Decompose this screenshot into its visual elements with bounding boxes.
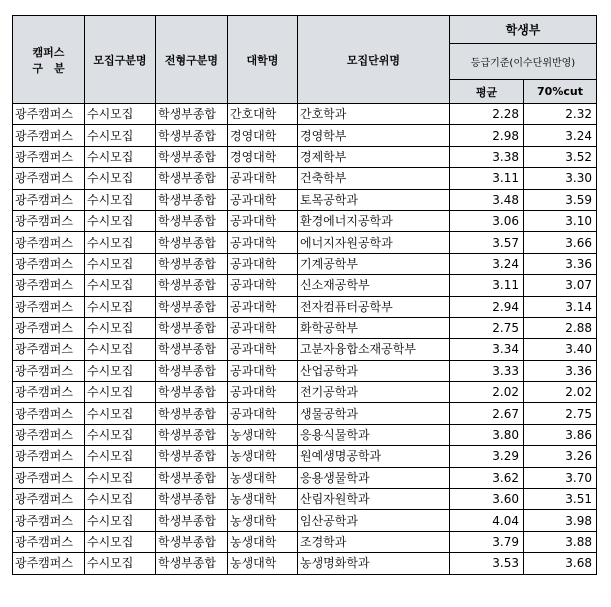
cell-cut70: 2.02 [524, 382, 597, 403]
table-row [13, 531, 597, 552]
cell-admission-type: 학생부종합 [156, 296, 228, 317]
cell-cut70: 3.59 [524, 189, 597, 210]
cell-avg: 3.80 [450, 424, 524, 445]
cell-campus: 광주캠퍼스 [13, 339, 85, 360]
cell-campus: 광주캠퍼스 [13, 489, 85, 510]
cell-cut70: 3.10 [524, 210, 597, 231]
cell-unit: 기계공학부 [298, 253, 450, 274]
cell-unit: 경제학부 [298, 146, 450, 167]
header-campus [13, 16, 85, 104]
cell-campus: 광주캠퍼스 [13, 253, 85, 274]
cell-recruit-type: 수시모집 [85, 489, 156, 510]
cell-avg: 2.28 [450, 104, 524, 125]
cell-cut70: 2.88 [524, 317, 597, 338]
cell-recruit-type: 수시모집 [85, 317, 156, 338]
table-row [13, 403, 597, 424]
cell-avg: 2.02 [450, 382, 524, 403]
table-row [13, 446, 597, 467]
cell-admission-type: 학생부종합 [156, 489, 228, 510]
header-college: 대학명 [228, 16, 298, 104]
cell-college: 농생대학 [228, 510, 298, 531]
cell-college: 간호대학 [228, 104, 298, 125]
cell-admission-type: 학생부종합 [156, 510, 228, 531]
cell-college: 농생대학 [228, 446, 298, 467]
cell-avg: 2.98 [450, 125, 524, 146]
cell-college: 공과대학 [228, 296, 298, 317]
table-row [13, 510, 597, 531]
table-body [13, 104, 597, 575]
header-campus-line1: 캠퍼스 [32, 45, 65, 59]
table-row [13, 339, 597, 360]
cell-unit: 원예생명공학과 [298, 446, 450, 467]
table-row [13, 275, 597, 296]
cell-campus: 광주캠퍼스 [13, 104, 85, 125]
table-row [13, 253, 597, 274]
cell-unit: 응용식물학과 [298, 424, 450, 445]
cell-avg: 3.38 [450, 146, 524, 167]
cell-recruit-type: 수시모집 [85, 125, 156, 146]
cell-unit: 화학공학부 [298, 317, 450, 338]
cell-campus: 광주캠퍼스 [13, 553, 85, 574]
cell-cut70: 3.52 [524, 146, 597, 167]
cell-avg: 3.53 [450, 553, 524, 574]
cell-avg: 3.62 [450, 467, 524, 488]
cell-unit: 생물공학과 [298, 403, 450, 424]
cell-recruit-type: 수시모집 [85, 168, 156, 189]
cell-unit: 조경학과 [298, 531, 450, 552]
cell-campus: 광주캠퍼스 [13, 296, 85, 317]
cell-unit: 농생명화학과 [298, 553, 450, 574]
header-cut70: 70%cut [524, 80, 597, 104]
cell-avg: 3.11 [450, 275, 524, 296]
header-grade-basis: 등급기준(이수단위반영) [450, 44, 597, 80]
table-row [13, 382, 597, 403]
cell-campus: 광주캠퍼스 [13, 424, 85, 445]
cell-college: 농생대학 [228, 467, 298, 488]
cell-campus: 광주캠퍼스 [13, 317, 85, 338]
cell-cut70: 3.98 [524, 510, 597, 531]
cell-recruit-type: 수시모집 [85, 424, 156, 445]
cell-admission-type: 학생부종합 [156, 360, 228, 381]
cell-cut70: 3.36 [524, 360, 597, 381]
cell-campus: 광주캠퍼스 [13, 382, 85, 403]
admissions-grade-table [12, 15, 597, 575]
table-row [13, 125, 597, 146]
cell-campus: 광주캠퍼스 [13, 531, 85, 552]
table-row [13, 296, 597, 317]
table-row [13, 189, 597, 210]
cell-campus: 광주캠퍼스 [13, 210, 85, 231]
cell-college: 공과대학 [228, 403, 298, 424]
cell-cut70: 3.07 [524, 275, 597, 296]
cell-college: 공과대학 [228, 339, 298, 360]
cell-recruit-type: 수시모집 [85, 275, 156, 296]
header-grade-group: 학생부 [450, 16, 597, 44]
cell-admission-type: 학생부종합 [156, 403, 228, 424]
cell-recruit-type: 수시모집 [85, 467, 156, 488]
table-row [13, 210, 597, 231]
cell-avg: 2.75 [450, 317, 524, 338]
cell-campus: 광주캠퍼스 [13, 189, 85, 210]
cell-college: 공과대학 [228, 275, 298, 296]
cell-cut70: 3.14 [524, 296, 597, 317]
cell-recruit-type: 수시모집 [85, 253, 156, 274]
table-row [13, 424, 597, 445]
cell-college: 농생대학 [228, 489, 298, 510]
cell-campus: 광주캠퍼스 [13, 446, 85, 467]
admissions-table-container [12, 15, 597, 575]
cell-college: 공과대학 [228, 382, 298, 403]
cell-cut70: 3.40 [524, 339, 597, 360]
cell-college: 공과대학 [228, 253, 298, 274]
cell-college: 공과대학 [228, 232, 298, 253]
cell-unit: 임산공학과 [298, 510, 450, 531]
cell-college: 공과대학 [228, 210, 298, 231]
cell-unit: 전기공학과 [298, 382, 450, 403]
cell-cut70: 3.88 [524, 531, 597, 552]
table-row [13, 360, 597, 381]
cell-unit: 응용생물학과 [298, 467, 450, 488]
cell-admission-type: 학생부종합 [156, 232, 228, 253]
cell-recruit-type: 수시모집 [85, 403, 156, 424]
table-row [13, 553, 597, 574]
cell-recruit-type: 수시모집 [85, 531, 156, 552]
cell-cut70: 3.24 [524, 125, 597, 146]
cell-avg: 3.24 [450, 253, 524, 274]
cell-recruit-type: 수시모집 [85, 382, 156, 403]
cell-admission-type: 학생부종합 [156, 104, 228, 125]
cell-college: 경영대학 [228, 125, 298, 146]
cell-college: 경영대학 [228, 146, 298, 167]
cell-college: 공과대학 [228, 360, 298, 381]
cell-admission-type: 학생부종합 [156, 210, 228, 231]
cell-campus: 광주캠퍼스 [13, 510, 85, 531]
cell-recruit-type: 수시모집 [85, 510, 156, 531]
header-recruit-type: 모집구분명 [85, 16, 156, 104]
cell-admission-type: 학생부종합 [156, 531, 228, 552]
cell-college: 농생대학 [228, 424, 298, 445]
cell-avg: 3.57 [450, 232, 524, 253]
cell-recruit-type: 수시모집 [85, 232, 156, 253]
cell-unit: 경영학부 [298, 125, 450, 146]
cell-admission-type: 학생부종합 [156, 446, 228, 467]
table-row [13, 317, 597, 338]
cell-unit: 건축학부 [298, 168, 450, 189]
table-row [13, 232, 597, 253]
cell-recruit-type: 수시모집 [85, 360, 156, 381]
cell-recruit-type: 수시모집 [85, 189, 156, 210]
cell-campus: 광주캠퍼스 [13, 146, 85, 167]
cell-avg: 3.48 [450, 189, 524, 210]
cell-recruit-type: 수시모집 [85, 446, 156, 467]
cell-recruit-type: 수시모집 [85, 146, 156, 167]
cell-cut70: 3.68 [524, 553, 597, 574]
cell-campus: 광주캠퍼스 [13, 467, 85, 488]
cell-cut70: 3.70 [524, 467, 597, 488]
cell-college: 공과대학 [228, 189, 298, 210]
cell-admission-type: 학생부종합 [156, 467, 228, 488]
cell-admission-type: 학생부종합 [156, 125, 228, 146]
cell-cut70: 3.36 [524, 253, 597, 274]
cell-avg: 2.67 [450, 403, 524, 424]
header-unit: 모집단위명 [298, 16, 450, 104]
cell-recruit-type: 수시모집 [85, 339, 156, 360]
cell-avg: 4.04 [450, 510, 524, 531]
cell-avg: 3.34 [450, 339, 524, 360]
table-row [13, 146, 597, 167]
cell-recruit-type: 수시모집 [85, 104, 156, 125]
cell-avg: 3.79 [450, 531, 524, 552]
header-admission-type: 전형구분명 [156, 16, 228, 104]
cell-college: 농생대학 [228, 531, 298, 552]
cell-unit: 에너지자원공학과 [298, 232, 450, 253]
cell-unit: 산업공학과 [298, 360, 450, 381]
cell-unit: 환경에너지공학과 [298, 210, 450, 231]
cell-recruit-type: 수시모집 [85, 210, 156, 231]
cell-recruit-type: 수시모집 [85, 296, 156, 317]
cell-cut70: 2.75 [524, 403, 597, 424]
cell-recruit-type: 수시모집 [85, 553, 156, 574]
cell-unit: 전자컴퓨터공학부 [298, 296, 450, 317]
cell-unit: 토목공학과 [298, 189, 450, 210]
header-campus-line2: 구 분 [32, 61, 65, 75]
cell-unit: 신소재공학부 [298, 275, 450, 296]
cell-campus: 광주캠퍼스 [13, 275, 85, 296]
cell-cut70: 3.51 [524, 489, 597, 510]
cell-admission-type: 학생부종합 [156, 189, 228, 210]
cell-admission-type: 학생부종합 [156, 339, 228, 360]
cell-unit: 간호학과 [298, 104, 450, 125]
cell-admission-type: 학생부종합 [156, 553, 228, 574]
table-row [13, 467, 597, 488]
cell-cut70: 3.86 [524, 424, 597, 445]
cell-college: 공과대학 [228, 317, 298, 338]
cell-college: 농생대학 [228, 553, 298, 574]
cell-campus: 광주캠퍼스 [13, 403, 85, 424]
cell-avg: 2.94 [450, 296, 524, 317]
cell-admission-type: 학생부종합 [156, 275, 228, 296]
cell-admission-type: 학생부종합 [156, 317, 228, 338]
header-avg: 평균 [450, 80, 524, 104]
cell-campus: 광주캠퍼스 [13, 360, 85, 381]
cell-cut70: 3.26 [524, 446, 597, 467]
cell-campus: 광주캠퍼스 [13, 232, 85, 253]
cell-admission-type: 학생부종합 [156, 382, 228, 403]
cell-campus: 광주캠퍼스 [13, 168, 85, 189]
table-header [13, 16, 597, 104]
cell-avg: 3.33 [450, 360, 524, 381]
table-row [13, 168, 597, 189]
cell-avg: 3.29 [450, 446, 524, 467]
cell-admission-type: 학생부종합 [156, 168, 228, 189]
cell-admission-type: 학생부종합 [156, 253, 228, 274]
cell-unit: 고분자융합소재공학부 [298, 339, 450, 360]
cell-cut70: 2.32 [524, 104, 597, 125]
cell-avg: 3.60 [450, 489, 524, 510]
table-row [13, 104, 597, 125]
cell-avg: 3.06 [450, 210, 524, 231]
table-row [13, 489, 597, 510]
cell-college: 공과대학 [228, 168, 298, 189]
cell-unit: 산림자원학과 [298, 489, 450, 510]
cell-cut70: 3.30 [524, 168, 597, 189]
cell-admission-type: 학생부종합 [156, 146, 228, 167]
cell-avg: 3.11 [450, 168, 524, 189]
cell-cut70: 3.66 [524, 232, 597, 253]
cell-admission-type: 학생부종합 [156, 424, 228, 445]
cell-campus: 광주캠퍼스 [13, 125, 85, 146]
